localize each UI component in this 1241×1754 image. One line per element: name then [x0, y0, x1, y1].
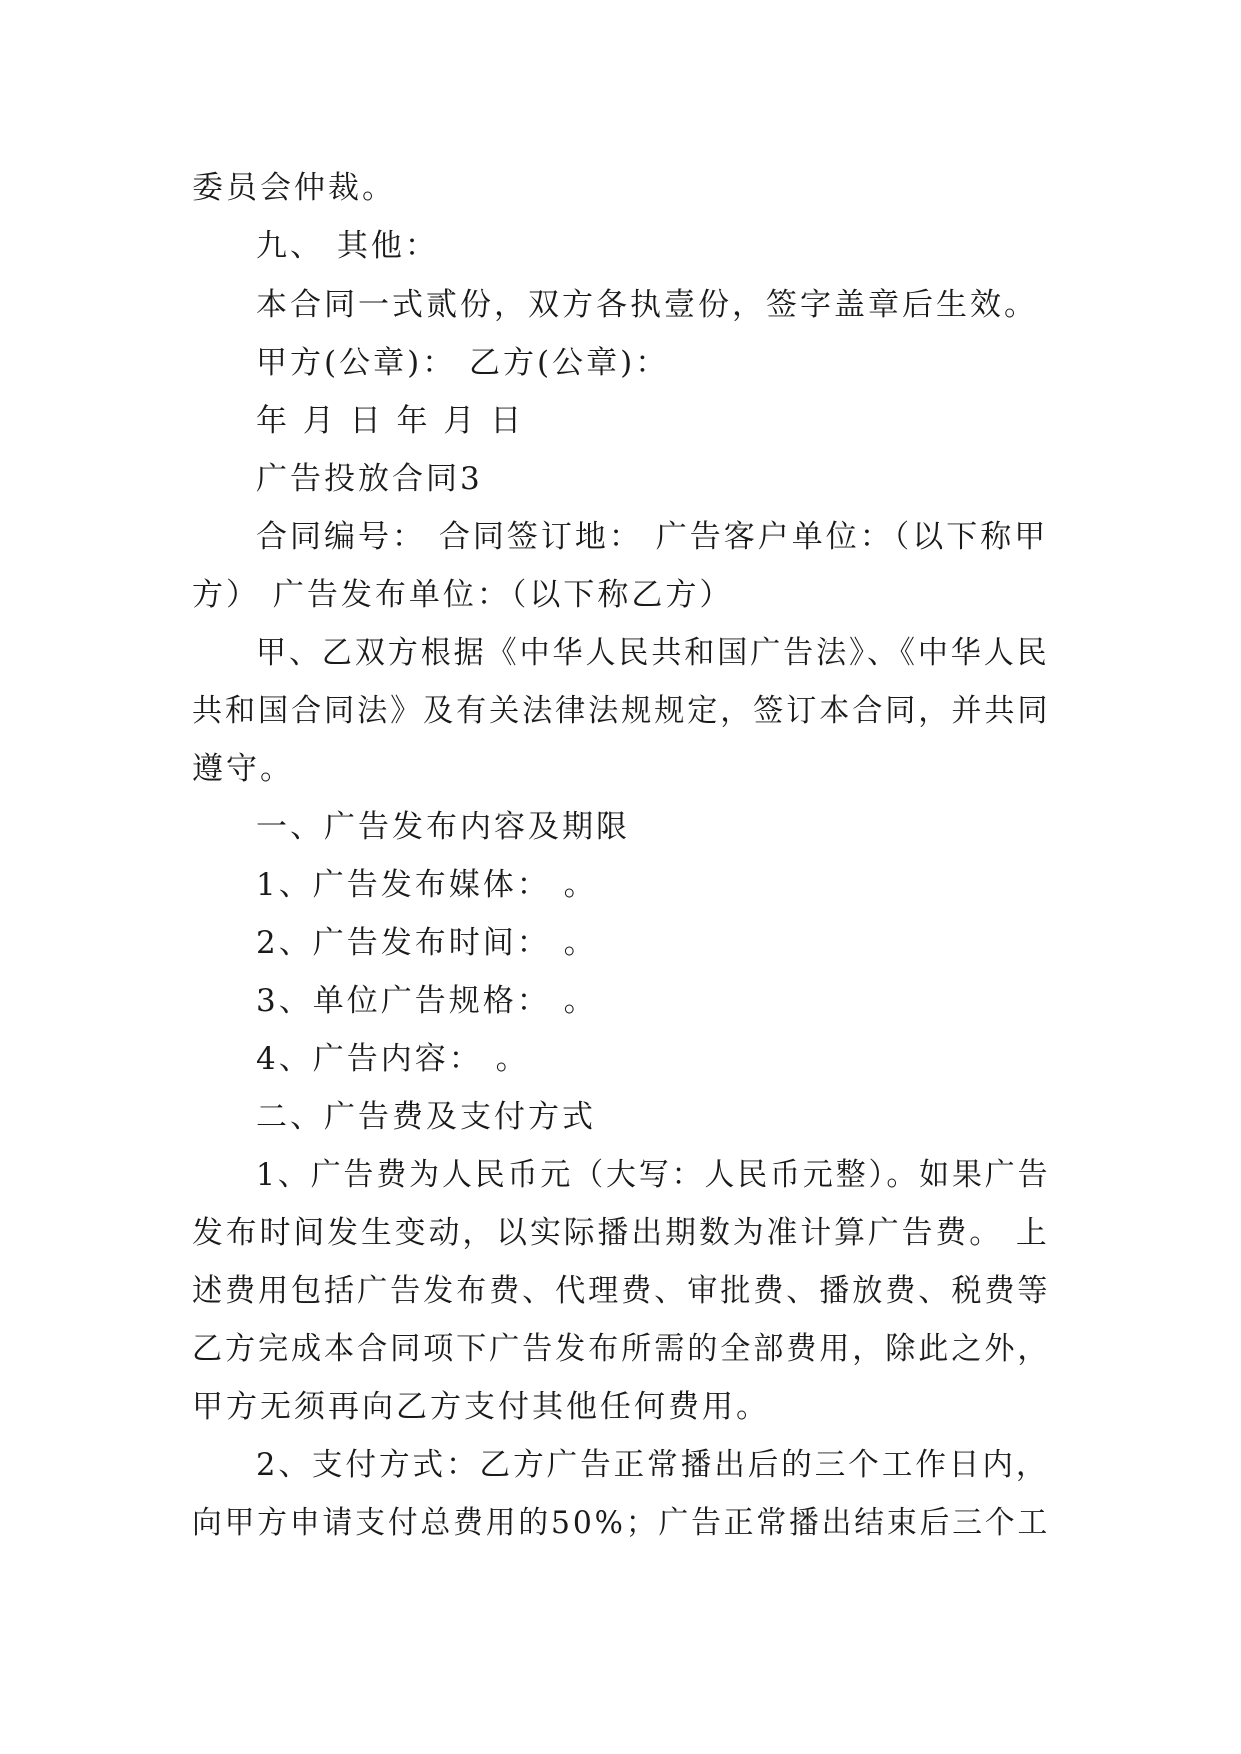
section-heading: 二、广告费及支付方式 [256, 1099, 596, 1135]
text-line: 述费用包括广告发布费、代理费、审批费、播放费、税费等 [192, 1273, 1051, 1309]
text-line: 合同编号： 合同签订地： 广告客户单位：（以下称甲 [256, 519, 1049, 555]
date-line: 年 月 日 年 月 日 [256, 403, 525, 439]
text-line: 1、广告费为人民币元（大写：人民币元整）。如果广告 [256, 1157, 1051, 1193]
text-line: 乙方完成本合同项下广告发布所需的全部费用，除此之外， [192, 1331, 1051, 1367]
list-item: 4、广告内容： 。 [256, 1041, 530, 1077]
contract-title: 广告投放合同3 [256, 461, 483, 497]
text-line: 向甲方申请支付总费用的50%；广告正常播出结束后三个工 [192, 1505, 1051, 1541]
list-item: 3、单位广告规格： 。 [256, 983, 598, 1019]
text-line: 甲、乙双方根据《中华人民共和国广告法》、《中华人民 [256, 635, 1050, 671]
list-item: 2、广告发布时间： 。 [256, 925, 598, 961]
list-item: 1、广告发布媒体： 。 [256, 867, 598, 903]
text-line: 方） 广告发布单位：（以下称乙方） [192, 577, 734, 613]
text-line: 发布时间发生变动，以实际播出期数为准计算广告费。 上 [192, 1215, 1050, 1251]
text-line: 遵守。 [192, 751, 294, 787]
section-heading: 一、广告发布内容及期限 [256, 809, 630, 845]
signature-line: 甲方(公章)： 乙方(公章)： [256, 345, 670, 381]
text-line: 2、支付方式：乙方广告正常播出后的三个工作日内， [256, 1447, 1050, 1483]
section-heading: 九、 其他： [256, 228, 439, 264]
text-line: 委员会仲裁。 [192, 170, 396, 206]
text-line: 甲方无须再向乙方支付其他任何费用。 [192, 1389, 770, 1425]
text-line: 本合同一式贰份，双方各执壹份，签字盖章后生效。 [256, 287, 1038, 323]
text-line: 共和国合同法》及有关法律法规规定，签订本合同，并共同 [192, 693, 1051, 729]
